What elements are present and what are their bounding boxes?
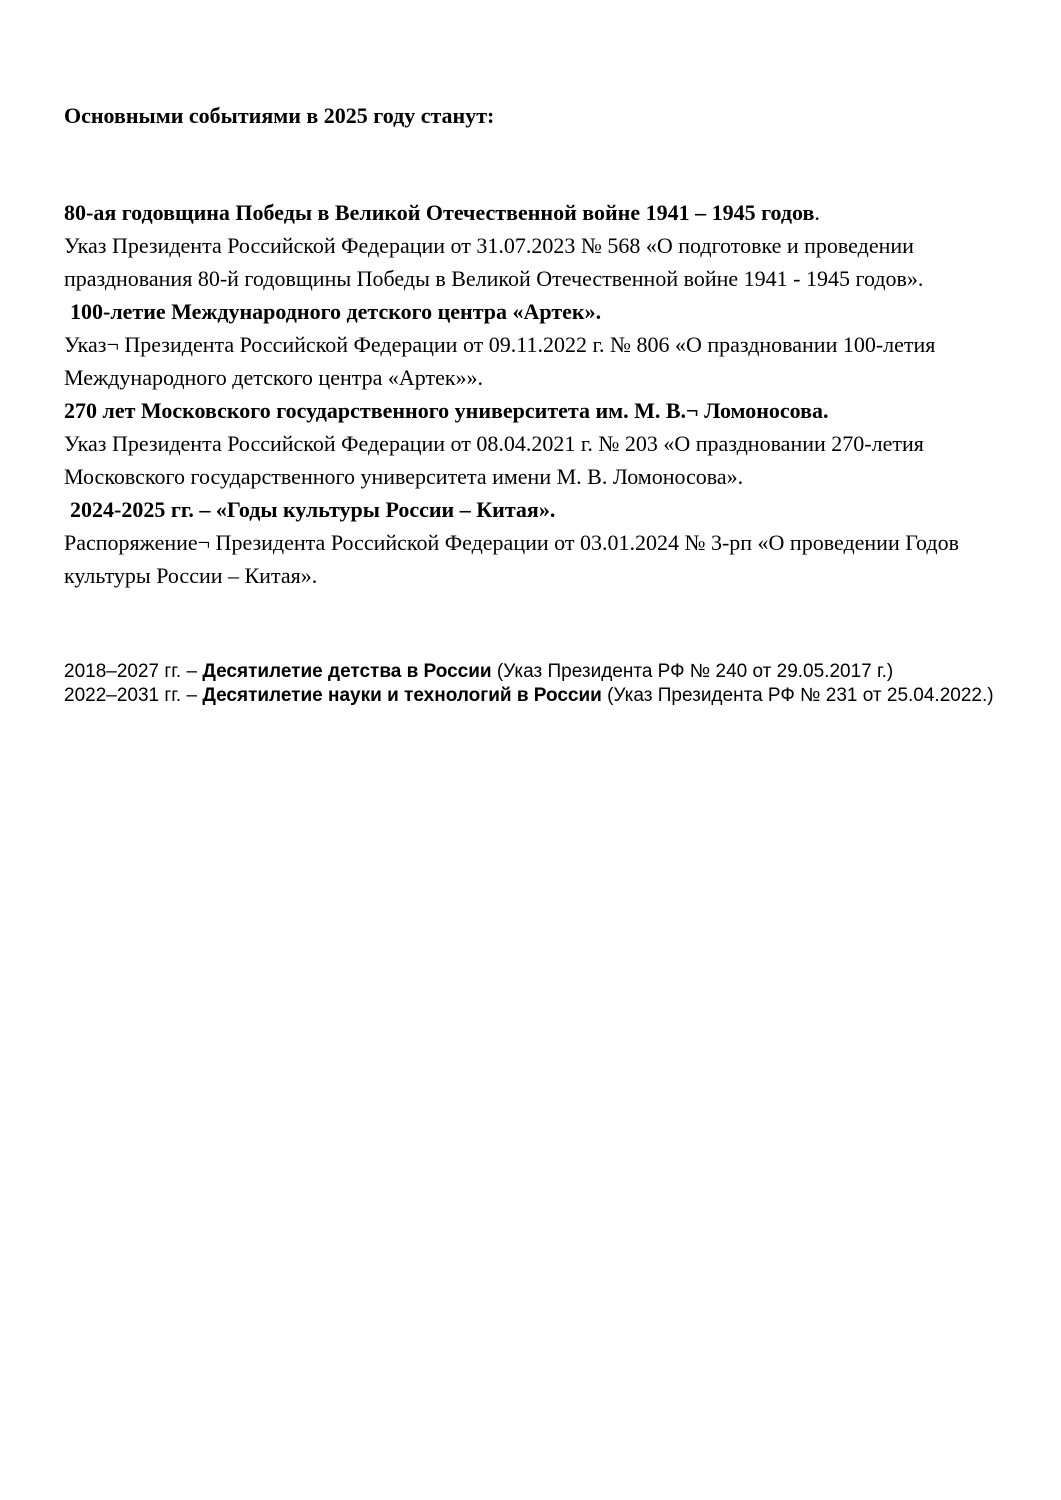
event-title-text: 80-ая годовщина Победы в Великой Отечественной войне 1941 – 1945 годов bbox=[64, 200, 815, 225]
decade-years: 2022–2031 гг. – bbox=[64, 685, 203, 706]
event-description: Указ Президента Российской Федерации от 31.07.2023 № 568 «О подготовке и проведении празднования 80-й годовщины Победы в Великой Отечественной войне 1941 - 1945 годов». bbox=[64, 233, 924, 291]
event-description: Распоряжение¬ Президента Российской Федерации от 03.01.2024 № 3-рп «О проведении Годов культуры России – Китая». bbox=[64, 530, 959, 588]
decades-list bbox=[64, 660, 999, 708]
event-description: Указ¬ Президента Российской Федерации от 09.11.2022 г. № 806 «О праздновании 100-летия Международного детского центра «Артек»». bbox=[64, 332, 936, 390]
decade-years: 2018–2027 гг. – bbox=[64, 661, 203, 682]
decade-name: Десятилетие науки и технологий в России bbox=[202, 685, 602, 706]
decade-item bbox=[64, 684, 999, 708]
decade-reference: (Указ Президента РФ № 231 от 25.04.2022.) bbox=[601, 685, 994, 706]
intro-heading: Основными событиями в 2025 году станут: bbox=[64, 103, 495, 128]
decade-reference: (Указ Президента РФ № 240 от 29.05.2017 г.) bbox=[491, 661, 894, 682]
event-title: 100-летие Международного детского центра «Артек». bbox=[70, 299, 602, 324]
event-title: 270 лет Московского государственного университета им. М. В.¬ Ломоносова. bbox=[64, 398, 829, 423]
event-description: Указ Президента Российской Федерации от 08.04.2021 г. № 203 «О праздновании 270-летия Московского государственного университета имени М. В. Ломоносова». bbox=[64, 431, 924, 489]
event-title: 2024-2025 гг. – «Годы культуры России – Китая». bbox=[70, 497, 556, 522]
event-title-suffix: . bbox=[814, 200, 820, 225]
event-title bbox=[64, 196, 999, 229]
decade-name: Десятилетие детства в России bbox=[202, 661, 492, 682]
decade-item bbox=[64, 660, 999, 684]
events-list bbox=[64, 196, 999, 592]
